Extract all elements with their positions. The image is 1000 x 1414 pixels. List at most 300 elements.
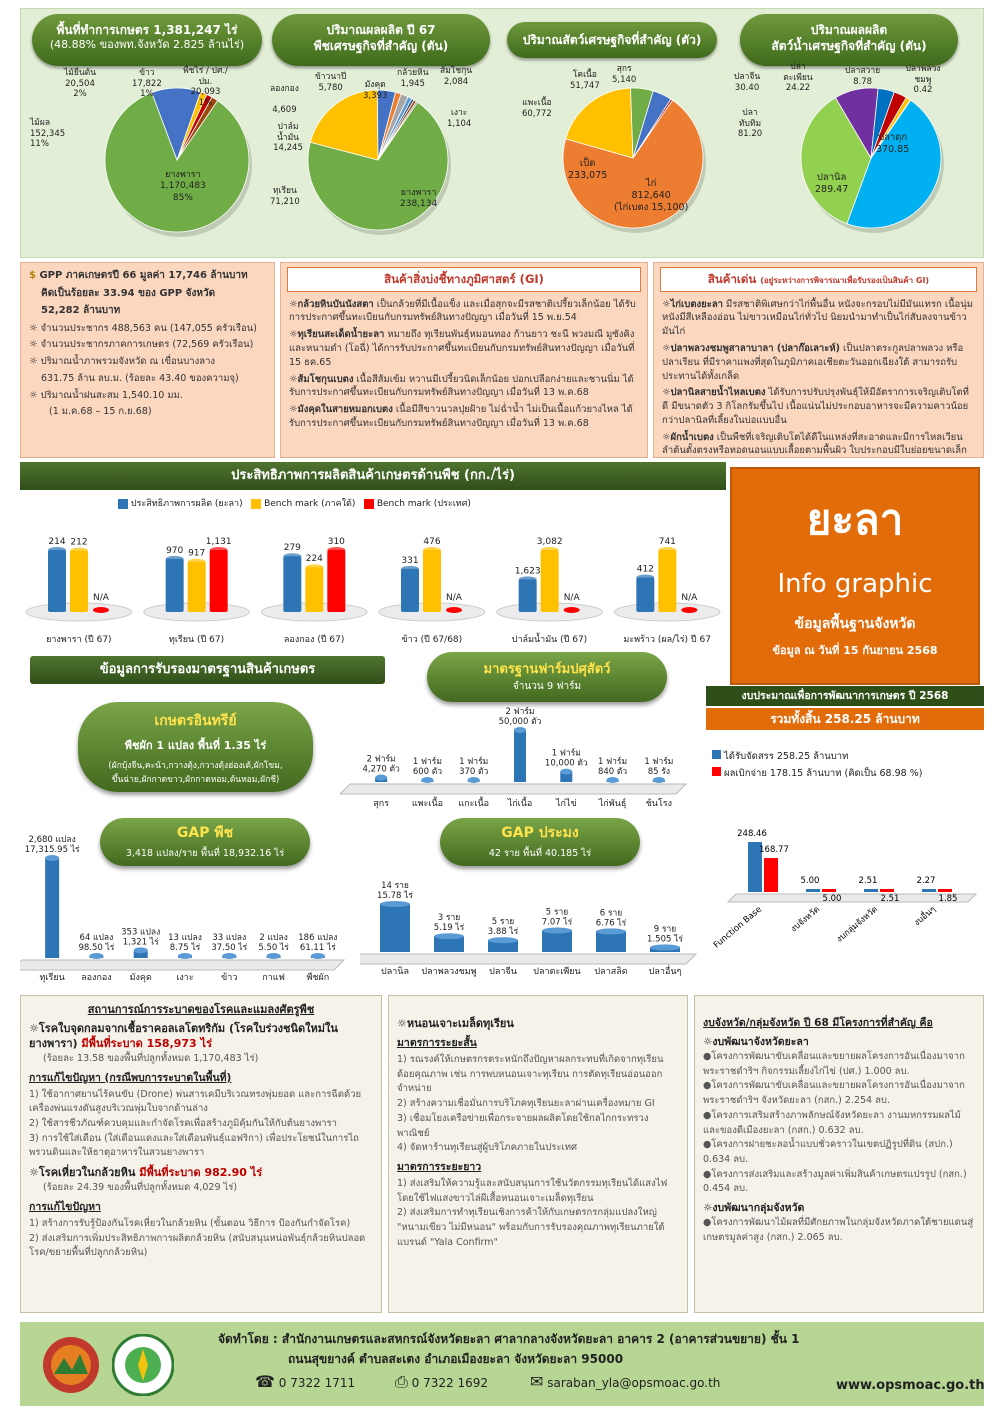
disease-b-step1: 1) สร้างการรับรู้ป้องกันโรคเหี่ยวในกล้วยหิน (ขั้นตอน วิธีการ ป้องกันกำจัดโรค): [29, 1217, 351, 1229]
efficiency-category: ข้าว (ปี 67/68): [401, 635, 463, 645]
efficiency-bar: [541, 550, 559, 612]
sun-icon: ☼: [397, 1017, 407, 1030]
chart-data-label: 1.505 ไร่: [647, 934, 683, 945]
efficiency-bar: [327, 550, 345, 612]
crop-output-sub: พืชเศรษฐกิจที่สำคัญ (ตัน): [313, 39, 449, 54]
sun-icon: ☼: [662, 298, 671, 310]
info-item: [289, 298, 639, 326]
crop-output-pie: [300, 82, 460, 242]
budget-category: Function Base: [711, 904, 764, 951]
efficiency-value: 3,082: [536, 537, 563, 547]
chart-data-label: 17,315.95 ไร่: [24, 845, 80, 855]
efficiency-value: 214: [48, 537, 66, 547]
chart-data-label: 50,000 ตัว: [498, 717, 542, 727]
pie3-label-duck: เป็ด 233,075: [568, 158, 608, 181]
chart-data-label: 5.50 ไร่: [258, 943, 289, 953]
pie3-label-goat: แพะเนื้อ 60,772: [522, 98, 552, 119]
sun-icon: ☼: [662, 387, 671, 399]
efficiency-value: 476: [423, 537, 441, 547]
legend-swatch-south: [251, 499, 261, 509]
footer: [20, 1322, 984, 1406]
disease-a-step3: 3) การใช้ใส่เดือน (ใส่เดือนแดงและใส่เดือนพันธุ์แอฟริกา) เพื่อประโยชน์ในการไถพรวนดินและให้ธาตุอาหารในสวนยางพารา: [29, 1132, 359, 1159]
borer-long-2: 2) ส่งเสริมการทำทุเรียนเชิงการค้าให้กับเกษตรกรกลุ่มแปลงใหญ่ "หนามเขียว ไม่มีหนอน" พร้อมกับการรับรองคุณภาพทุเรียนภายใต้แบรนด์ "Yala Confirm": [397, 1207, 665, 1248]
borer-short-3: 3) เชื่อมโยงเครือข่ายเพื่อกระจายผลผลิตโดยใช้กลไกกระทรวงพาณิชย์: [397, 1112, 649, 1139]
pie1-label-tree: ไม้ยืนต้น 20,504 2%: [64, 68, 96, 100]
chart-bar: [380, 904, 410, 952]
efficiency-category: มะพร้าว (ผล/ไร่) ปี 67: [623, 635, 711, 645]
efficiency-value: N/A: [446, 593, 462, 603]
pie1-label-fruit: ไม้ผล 152,345 11%: [30, 118, 66, 150]
pie2-label-palm: ปาล์มน้ำมัน 14,245: [273, 122, 303, 154]
sun-icon: ☼: [662, 342, 671, 354]
gap-fish-chart: [360, 872, 700, 990]
sun-icon: ☼: [289, 373, 298, 385]
pie2-label-banana: กล้วยหิน 1,945: [397, 68, 429, 89]
budget-total: รวมทั้งสิ้น 258.25 ล้านบาท: [706, 708, 984, 730]
coin-icon: $: [29, 270, 36, 281]
info-item: [289, 403, 639, 431]
budget-alloc-value: 248.46: [737, 829, 767, 839]
efficiency-category: ทุเรียน (ปี 67): [168, 635, 225, 645]
chart-category: ลองกอง: [81, 973, 112, 983]
info-item-text: หมายถึง ทุเรียนพันธุ์หมอนทอง ก้านยาว ชะนี พวงมณี มูซังคิง และหนามดำ (โอฉี่) ได้การรับประกาศขึ้นทะเบียนกับกรมทรัพย์สินทางปัญญา เมื่อวันที่ 15 ธค.65: [289, 329, 635, 368]
efficiency-bar: [519, 579, 537, 612]
efficiency-bar: [48, 550, 66, 612]
sun-icon: ☼: [289, 329, 298, 341]
budget-spent-value: 5.00: [822, 894, 842, 904]
chart-category: กาแฟ: [262, 973, 285, 983]
chart-category: พืชผัก: [306, 973, 330, 983]
pie3-label-chicken: ไก่ 812,640 (ไก่เบตง 15,100): [614, 178, 689, 213]
efficiency-value: 1,623: [514, 566, 541, 577]
budget-spent-bar: [764, 858, 778, 892]
chart-data-label: 85 รัง: [647, 767, 670, 777]
chart-category: มังคุด: [129, 973, 152, 983]
chart-data-label: 7.07 ไร่: [541, 917, 573, 928]
pie4-label-pluang: ปลาพลวงชมพู 0.42: [905, 64, 941, 96]
sun-icon: ☼: [29, 389, 38, 401]
project-item: ●โครงการฝายชะลอน้ำแบบชั่วคราวในเขตปฏิรูปที่ดิน (สปก.) 0.634 ลบ.: [703, 1139, 953, 1166]
disease-a-area: มีพื้นที่ระบาด 158,973 ไร่: [81, 1037, 212, 1051]
efficiency-value: 741: [658, 537, 676, 547]
sun-icon: ☼: [29, 1166, 39, 1180]
sun-icon: ☼: [29, 1022, 39, 1035]
gpp-line2: คิดเป็นร้อยละ 33.94 ของ GPP จังหวัด: [41, 287, 216, 299]
efficiency-category: ปาล์มน้ำมัน (ปี 67): [511, 635, 588, 645]
water-line2: 631.75 ล้าน ลบ.ม. (ร้อยละ 43.40 ของความจุ): [41, 372, 239, 384]
chart-data-label: 3.88 ไร่: [487, 927, 519, 938]
borer-section: [388, 995, 688, 1313]
legend-swatch-country: [364, 499, 374, 509]
fishery-title: ปริมาณผลผลิต: [810, 23, 888, 37]
organic-line3: ขึ้นฉ่าย,ผักกาดขาว,ผักกาดหอม,ต้นหอม,ผักชี): [111, 775, 280, 785]
info-item: [662, 342, 975, 383]
chart-data-label: 186 แปลง: [298, 933, 338, 943]
info-item: [289, 373, 639, 401]
data-date: ข้อมูล ณ วันที่ 15 กันยายน 2568: [772, 644, 938, 657]
borer-short-4: 4) จัดหาร้านทุเรียนสู่ผู้บริโภคภายในประเทศ: [397, 1142, 577, 1154]
chart-category: ไก่เนื้อ: [507, 799, 533, 809]
disease-b-solution-title: การแก้ไขปัญหา: [29, 1200, 101, 1213]
chart-data-label: 15.78 ไร่: [377, 891, 413, 901]
efficiency-bar: [166, 559, 184, 612]
efficiency-value: 310: [327, 537, 345, 547]
pie2-label-rice: ข้าวนาปี 5,780: [315, 72, 347, 93]
livestock-title: ปริมาณสัตว์เศรษฐกิจที่สำคัญ (ตัว): [522, 33, 702, 47]
borer-long-1: 1) ส่งเสริมให้ความรู้และสนับสนุนการใช้นวัตกรรมทุเรียนได้แสงไฟโดยใช้ไฟแสงขาวไล่ผีเสื้อหนอนเจาะเมล็ดทุเรียน: [397, 1178, 668, 1204]
chart-data-label: 3 ราย: [437, 913, 461, 924]
budget-alloc-value: 5.00: [800, 876, 820, 886]
chart-bar: [45, 858, 59, 958]
info-item-text: เป็นพืชที่เจริญเติบโตได้ดีในแหล่งที่สะอาดและมีการไหลเวียน ลำต้นตั้งตรงหรือทอดนอนแบบเลื้อยตามพื้นผิว ใบประกอบมีใบย่อยขนาดเล็ก: [662, 431, 967, 457]
chart-data-label: 1,321 ไร่: [122, 937, 159, 948]
footer-address-line2: ถนนสุขยางค์ ตำบลสะเตง อำเภอเมืองยะลา จังหวัดยะลา 95000: [288, 1352, 624, 1366]
info-item: [662, 298, 975, 339]
pie2-label-mangosteen: มังคุด 3,393: [363, 80, 388, 101]
chart-data-label: 9 ราย: [653, 924, 677, 935]
efficiency-bar: [210, 550, 228, 612]
footer-address-line1: จัดทำโดย : สำนักงานเกษตรและสหกรณ์จังหวัดยะลา ศาลากลางจังหวัดยะลา อาคาร 2 (อาคารส่วนขยาย) ชั้น 1: [218, 1332, 800, 1346]
chart-data-label: 5 ราย: [491, 917, 515, 928]
gpp-box: [20, 262, 275, 458]
crop-output-pill: [272, 14, 490, 66]
efficiency-category: ยางพารา (ปี 67): [46, 635, 112, 645]
budget-alloc-value: 2.27: [916, 876, 936, 886]
chart-category: ปลาตะเพียน: [533, 967, 581, 977]
crop-output-title: ปริมาณผลผลิต ปี 67: [326, 23, 436, 37]
chart-category: ไก่ไข่: [555, 799, 577, 809]
disease-a-name: โรคใบจุดกลมจากเชื้อราคอลเลโตทริกัม (โรคใบร่วงชนิดใหม่ในยางพารา): [29, 1022, 338, 1051]
province-card: [730, 467, 980, 685]
chart-category: ทุเรียน: [39, 973, 65, 983]
projects-province-title: งบพัฒนาจังหวัดยะลา: [712, 1036, 809, 1048]
budget-spent-value: 1.85: [938, 894, 958, 904]
budget-alloc-bar: [864, 889, 878, 892]
chart-data-label: 6 ราย: [599, 908, 623, 919]
farm-standard-pill: [427, 652, 667, 702]
chart-data-label: 2,680 แปลง: [28, 835, 76, 845]
efficiency-bar: [658, 550, 676, 612]
sun-icon: ☼: [703, 1036, 713, 1048]
info-item-heading: ส้มโชกุนเบตง: [297, 373, 354, 385]
province-subtitle: ข้อมูลพื้นฐานจังหวัด: [794, 616, 916, 632]
budget-alloc-bar: [922, 889, 936, 892]
efficiency-value: 224: [305, 554, 323, 565]
farmland-title: พื้นที่ทำการเกษตร 1,381,247 ไร่: [56, 23, 238, 37]
pie4-label-tapien: ปลาตะเพียน 24.22: [783, 62, 813, 94]
farm-standard-chart: [340, 700, 700, 815]
borer-short-1: 1) รณรงค์ให้เกษตรกรตระหนักถึงปัญหาผลกระทบที่เกิดจากทุเรียนด้อยคุณภาพ เช่น การพบหนอนเจาะทุเรียน การตัดทุเรียนอ่อนออกจำหน่าย: [397, 1054, 664, 1095]
pie2-label-durian: ทุเรียน 71,210: [270, 186, 300, 207]
budget-spent-bar: [880, 889, 894, 892]
budget-alloc-value: 2.51: [858, 876, 878, 886]
disease-a-solution-title: การแก้ไขปัญหา (กรณีพบการระบาดในพื้นที่): [29, 1071, 232, 1084]
pie4-label-chinese-carp: ปลาจีน 30.40: [734, 72, 761, 93]
efficiency-bar: [401, 569, 419, 612]
sun-icon: ☼: [29, 339, 38, 351]
efficiency-value: 279: [283, 543, 301, 554]
water-line1: ปริมาณน้ำภาพรวมจังหวัด ณ เขื่อนบางลาง: [40, 356, 216, 368]
borer-long-title: มาตรการระยะยาว: [397, 1161, 482, 1174]
chart-data-label: 1 ฟาร์ม: [459, 757, 489, 767]
info-item-heading: ปลาพลวงชมพูสาลาบาลา (ปลาก๊อเลาะห์): [670, 342, 840, 354]
chart-data-label: 14 ราย: [381, 881, 409, 891]
fishery-sub: สัตว์น้ำเศรษฐกิจที่สำคัญ (ตัน): [771, 39, 927, 54]
disease-b-name: โรคเหี่ยวในกล้วยหิน: [38, 1166, 136, 1180]
efficiency-bar: [423, 550, 441, 612]
organic-line2: (ผักบุ้งจีน,คะน้า,กวางตุ้ง,กวางตุ้งฮ่องเต้,ผักโขม,: [108, 761, 283, 771]
fishery-pill: [740, 14, 958, 66]
chart-category: ข้าว: [221, 973, 238, 983]
gi-title: สินค้าสิ่งบ่งชี้ทางภูมิศาสตร์ (GI): [287, 267, 641, 292]
project-item: ●โครงการส่งเสริมและสร้างมูลค่าเพิ่มสินค้าเกษตรแปรรูป (กสก.) 0.454 ลบ.: [703, 1168, 967, 1195]
farm-population-line: จำนวนประชากรภาคการเกษตร (72,569 ครัวเรือน): [40, 339, 254, 351]
legend-yala: ประสิทธิภาพการผลิต (ยะลา): [130, 499, 243, 509]
projects-group-title: งบพัฒนากลุ่มจังหวัด: [712, 1202, 805, 1215]
info-item-heading: ทุเรียนสะเด็ดน้ำยะลา: [297, 329, 385, 341]
gpp-line1: GPP ภาคเกษตรปี 66 มูลค่า 17,746 ล้านบาท: [39, 270, 248, 281]
chart-category: ปลาจีน: [489, 967, 517, 977]
borer-short-title: มาตรการระยะสั้น: [397, 1037, 477, 1049]
email-icon: ✉: [530, 1372, 544, 1391]
legend-swatch-alloc: [712, 750, 721, 759]
pie3-label-cattle: โคเนื้อ 51,747: [570, 70, 600, 91]
efficiency-bar: [636, 578, 654, 612]
phone-icon: ☎: [255, 1372, 275, 1391]
efficiency-value: N/A: [563, 593, 580, 603]
pie2-label-orange: ส้มโชกุน 2,084: [440, 66, 473, 87]
chart-category: ช้นโรง: [645, 799, 673, 809]
info-item-heading: ผักน้ำเบตง: [670, 431, 714, 443]
farm-standard-count: จำนวน 9 ฟาร์ม: [512, 681, 582, 692]
chart-category: ปลาพลวงชมพู: [421, 967, 477, 977]
highlight-box: [653, 262, 984, 458]
projects-section: [694, 995, 984, 1313]
budget-alloc-bar: [806, 889, 820, 892]
chart-data-label: 2 แปลง: [259, 933, 288, 943]
chart-category: ไก่พันธุ์: [598, 799, 627, 809]
info-item-heading: ปลานิลสายน้ำไหลเบตง: [670, 387, 766, 399]
chart-data-label: 61.11 ไร่: [299, 943, 336, 953]
chart-data-label: 1 ฟาร์ม: [644, 757, 674, 767]
organic-title: เกษตรอินทรีย์: [154, 713, 237, 729]
pie1-label-rubber: ยางพารา 1,170,483 85%: [160, 170, 206, 203]
info-item-text: ได้รับการปรับปรุงพันธุ์ให้มีอัตราการเจริญเติบโตที่ดี มีขนาดตัว 3 กิโลกรัมขึ้นไป เนื้อแน่นไม่ประกอบอาหารจะมีความคาวน้อยกว่าปลานิลที่เลี้ยงในบ่อแบบอื่น: [662, 387, 969, 426]
gpp-line3: 52,282 ล้านบาท: [41, 305, 121, 316]
pie1-label-field: พืชไร่ / ปศ./ปม. 20,093 1%: [183, 66, 228, 108]
chart-category: ปลาอื่นๆ: [648, 967, 682, 977]
borer-short-2: 2) สร้างความเชื่อมั่นการบริโภคทุเรียนยะลาผ่านเครื่องหมาย GI: [397, 1098, 655, 1110]
chart-category: ปลาสลิด: [594, 967, 628, 977]
gap-plant-sub: 3,418 แปลง/ราย พื้นที่ 18,932.16 ไร่: [125, 848, 285, 859]
pie2-label-longkong: ลองกอง 4,609: [270, 84, 299, 116]
efficiency-value: 212: [70, 537, 88, 548]
disease-b-area: มีพื้นที่ระบาด 982.90 ไร่: [139, 1166, 263, 1180]
info-item-text: เป็นกล้วยที่มีเนื้อแข็ง และเมื่อสุกจะมีรสชาติเปรี้ยวเล็กน้อย ได้รับการประกาศขึ้นทะเบียนกับกรมทรัพย์สินทางปัญญา เมื่อวันที่ 15 พ.ย.54: [289, 298, 636, 324]
chart-data-label: 2 ฟาร์ม: [505, 707, 535, 717]
pie2-label-rubber: ยางพารา 238,134: [400, 188, 438, 210]
chart-data-label: 10,000 ตัว: [544, 758, 588, 769]
infographic-label: Info graphic: [777, 569, 933, 599]
pie4-label-catfish: ปลาดุก 370.85: [876, 132, 910, 155]
efficiency-value: N/A: [681, 593, 698, 603]
efficiency-value: 917: [188, 548, 206, 559]
chart-data-label: 600 ตัว: [412, 767, 443, 777]
budget-spent-value: 168.77: [759, 845, 789, 856]
info-item: [662, 386, 975, 427]
info-item-text: มีรสชาติพิเศษกว่าไก่พื้นอื่น หนังจะกรอบไม่มีมันแทรก เนื้อนุ่มหนังมีสีเหลืองอ่อน ไม่ขาวเหมือนไก่ทั่วไป นิยมนำมาทำเป็นไก่สับลงจานข้าวมันไก่: [662, 298, 974, 338]
chart-bar: [514, 730, 526, 782]
population-line: จำนวนประชากร 488,563 คน (147,055 ครัวเรือน): [40, 322, 257, 334]
info-item-heading: ไก่เบตงยะลา: [670, 298, 723, 310]
projects-title: งบจังหวัด/กลุ่มจังหวัด ปี 68 มีโครงการที่สำคัญ คือ: [703, 1017, 933, 1029]
disease-a-pct: (ร้อยละ 13.58 ของพื้นที่ปลูกทั้งหมด 1,170,483 ไร่): [43, 1052, 259, 1064]
chart-data-label: 6.76 ไร่: [595, 918, 627, 929]
gap-fish-title: GAP ประมง: [501, 825, 579, 841]
pie1-label-rice: ข้าว 17,822 1%: [132, 68, 162, 100]
footer-fax: ⎙ 0 7322 1692: [395, 1372, 488, 1391]
livestock-pill: [507, 22, 717, 58]
legend-swatch-spent: [712, 767, 721, 776]
chart-data-label: 840 ตัว: [597, 767, 628, 777]
chart-category: แพะเนื้อ: [411, 799, 444, 809]
disease-b-pct: (ร้อยละ 24.39 ของพื้นที่ปลูกทั้งหมด 4,029 ไร่): [43, 1182, 238, 1194]
chart-data-label: 98.50 ไร่: [78, 943, 115, 953]
organic-pill: [78, 702, 313, 792]
chart-data-label: 8.75 ไร่: [169, 943, 201, 953]
chart-data-label: 1 ฟาร์ม: [598, 757, 628, 767]
farm-standard-title: มาตรฐานฟาร์มปศุสัตว์: [483, 662, 611, 677]
chart-data-label: 5.19 ไร่: [433, 923, 465, 934]
chart-data-label: 33 แปลง: [212, 933, 247, 943]
pie4-label-tubtim: ปลาทับทิม 81.20: [737, 108, 763, 140]
budget-category: งบจังหวัด: [789, 904, 822, 935]
budget-title: งบประมาณเพื่อการพัฒนาการเกษตร ปี 2568: [706, 686, 984, 706]
efficiency-chart: [20, 512, 726, 650]
chart-data-label: 13 แปลง: [168, 933, 202, 943]
efficiency-bar: [305, 567, 323, 612]
budget-spent-legend: ผลเบิกจ่าย 178.15 ล้านบาท (คิดเป็น 68.98 %): [724, 768, 923, 780]
legend-swatch-yala: [118, 499, 128, 509]
budget-legend: [712, 748, 922, 782]
sun-icon: ☼: [289, 404, 298, 416]
chart-category: เงาะ: [176, 973, 194, 983]
highlight-title: สินค้าเด่น (อยู่ระหว่างการพิจารณาเพื่อรับรองเป็นสินค้า GI): [660, 267, 977, 292]
efficiency-bar: [70, 551, 88, 612]
chart-category: แกะเนื้อ: [458, 799, 490, 809]
disease-section: [20, 995, 382, 1313]
disease-title: สถานการณ์การระบาดของโรคและแมลงศัตรูพืช: [87, 1003, 315, 1016]
efficiency-value: 970: [166, 545, 184, 556]
gap-plant-chart: [20, 830, 350, 990]
info-item: [662, 431, 975, 458]
chart-data-label: 37.50 ไร่: [211, 943, 248, 953]
chart-bar: [596, 931, 626, 952]
legend-country: Bench mark (ประเทศ): [376, 499, 471, 509]
fishery-pie: [793, 80, 953, 240]
sun-icon: ☼: [29, 322, 38, 334]
chart-data-label: 353 แปลง: [121, 927, 161, 938]
budget-spent-bar: [822, 889, 836, 892]
info-item-heading: มังคุดในสายหมอกเบตง: [297, 404, 393, 416]
efficiency-banner: ประสิทธิภาพการผลิตสินค้าเกษตรด้านพืช (กก./ไร่): [20, 462, 726, 490]
info-item-text: เนื้อสีส้มเข้ม หวานมีเปรี้ยวนิดเล็กน้อย ปอกเปลือกง่ายและชานนิ่ม ได้รับการประกาศขึ้นทะเบียนกับกรมทรัพย์สินทางปัญญา เมื่อวันที่ 13 พ.ค.68: [289, 373, 634, 399]
disease-b-step2: 2) ส่งเสริมการเพิ่มประสิทธิภาพการผลิตกล้วยหิน (สนับสนุนหน่อพันธุ์กล้วยหินปลอดโรค/ขยายพื้นที่ปลูกกล้วยหิน): [29, 1232, 366, 1259]
efficiency-bar: [188, 562, 206, 612]
pie2-label-rambutan: เงาะ 1,104: [447, 108, 472, 129]
chart-data-label: 64 แปลง: [79, 933, 114, 943]
sun-icon: ☼: [703, 1202, 713, 1215]
province-seal-logo: [42, 1336, 100, 1394]
chart-category: ปลานิล: [381, 967, 409, 977]
efficiency-value: N/A: [93, 593, 109, 603]
efficiency-legend: [118, 496, 471, 510]
chart-data-label: 4,270 ตัว: [362, 764, 400, 775]
budget-category: งบอื่นๆ: [912, 904, 938, 929]
disease-a-step2: 2) ใช้สารชีวภัณฑ์ควบคุมและกำจัดโรคเพื่อสร้างภูมิคุ้มกันให้กับต้นยางพารา: [29, 1117, 337, 1129]
chart-bar: [542, 930, 572, 952]
gap-plant-title: GAP พืช: [176, 825, 234, 841]
organic-line1: พืชผัก 1 แปลง พื้นที่ 1.35 ไร่: [124, 739, 267, 752]
legend-south: Bench mark (ภาคใต้): [264, 499, 356, 509]
pie4-label-swai: ปลาสวาย 8.78: [845, 66, 881, 87]
pie4-label-nile: ปลานิล 289.47: [815, 172, 849, 195]
chart-data-label: 370 ตัว: [459, 767, 489, 777]
project-item: ●โครงการพัฒนาขับเคลื่อนและขยายผลโครงการอันเนื่องมาจากพระราชดำริฯ กิจกรรมเลี้ยงไก่ไข่ (ปศ.) 1.000 ลบ.: [703, 1051, 965, 1077]
pie3-label-pig: สุกร 5,140: [612, 64, 637, 85]
budget-chart: [706, 820, 984, 980]
efficiency-bar: [283, 556, 301, 612]
budget-alloc-legend: ได้รับจัดสรร 258.25 ล้านบาท: [724, 751, 849, 762]
disease-a-step1: 1) ใช้อากาศยานไร้คนขับ (Drone) พ่นสารเคมีบริเวณทรงพุ่มยอด และการฉีดด้วยเครื่องพ่นแรงดันสูงบริเวณพุ่มใบจากด้านล่าง: [29, 1088, 362, 1115]
sun-icon: ☼: [29, 356, 38, 368]
efficiency-value: 1,131: [205, 537, 232, 547]
chart-category: สุกร: [373, 799, 390, 809]
project-item: ●โครงการเสริมสร้างภาพลักษณ์จังหวัดยะลา งานมหกรรมผลไม้และของดีเมืองยะลา (กสก.) 0.632 ลบ.: [703, 1109, 961, 1136]
cert-banner: ข้อมูลการรับรองมาตรฐานสินค้าเกษตร: [30, 656, 385, 684]
footer-website-link[interactable]: www.opsmoac.go.th: [836, 1378, 985, 1393]
efficiency-value: 412: [636, 564, 654, 575]
chart-data-label: 1 ฟาร์ม: [551, 748, 581, 759]
project-item: ●โครงการพัฒนาไม้ผลที่มีศักยภาพในกลุ่มจังหวัดภาคใต้ชายแดนสู่เกษตรมูลค่าสูง (กสก.) 2.065 ลบ.: [703, 1217, 974, 1243]
footer-email[interactable]: ✉ saraban_yla@opsmoac.go.th: [530, 1372, 721, 1391]
province-name: ยะลา: [806, 495, 904, 544]
efficiency-category: ลองกอง (ปี 67): [283, 635, 345, 645]
gi-box: [280, 262, 648, 458]
rain-line2: (1 ม.ค.68 – 15 ก.ย.68): [49, 406, 152, 418]
gap-fish-pill: [440, 818, 640, 866]
budget-spent-value: 2.51: [880, 894, 900, 904]
rain-line1: ปริมาณน้ำฝนสะสม 1,540.10 มม.: [40, 389, 183, 401]
info-item: [289, 328, 639, 369]
efficiency-value: 331: [401, 555, 419, 566]
farmland-pill: [32, 14, 262, 66]
footer-phone: ☎ 0 7322 1711: [255, 1372, 356, 1391]
budget-category: งบกลุ่มจังหวัด: [834, 904, 880, 945]
borer-title: หนอนเจาะเมล็ดทุเรียน: [406, 1017, 514, 1030]
info-item-text: เนื้อมีสีขาวนวลปุยฝ้าย ไม่ฉ่ำน้ำ ไม่เป็นเนื้อแก้วยางไหล ได้รับการประกาศขึ้นทะเบียนกับกรมทรัพย์สินทางปัญญา เมื่อวันที่ 13 พ.ค.68: [289, 404, 633, 429]
farmland-sub: (48.88% ของพท.จังหวัด 2.825 ล้านไร่): [49, 38, 245, 52]
gap-fish-sub: 42 ราย พื้นที่ 40.185 ไร่: [488, 848, 592, 859]
info-item-text: เป็นปลาตระกูลปลาพลวง หรือปลาเรียน ที่มีราคาแพงที่สุดในภูมิภาคเอเชียตะวันออกเฉียงใต้ สามารถรับประทานได้ทั้งเกล็ด: [662, 342, 964, 382]
project-item: ●โครงการพัฒนาขับเคลื่อนและขยายผลโครงการอันเนื่องมาจากพระราชดำริฯ จังหวัดยะลา (กสก.) 2.254 ลบ.: [703, 1080, 965, 1107]
ministry-seal-logo: [112, 1334, 174, 1396]
chart-data-label: 5 ราย: [545, 907, 569, 918]
sun-icon: ☼: [289, 298, 298, 310]
fax-icon: ⎙: [395, 1372, 408, 1391]
info-item-heading: กล้วยหินบันนังสตา: [297, 298, 374, 310]
sun-icon: ☼: [662, 431, 671, 443]
